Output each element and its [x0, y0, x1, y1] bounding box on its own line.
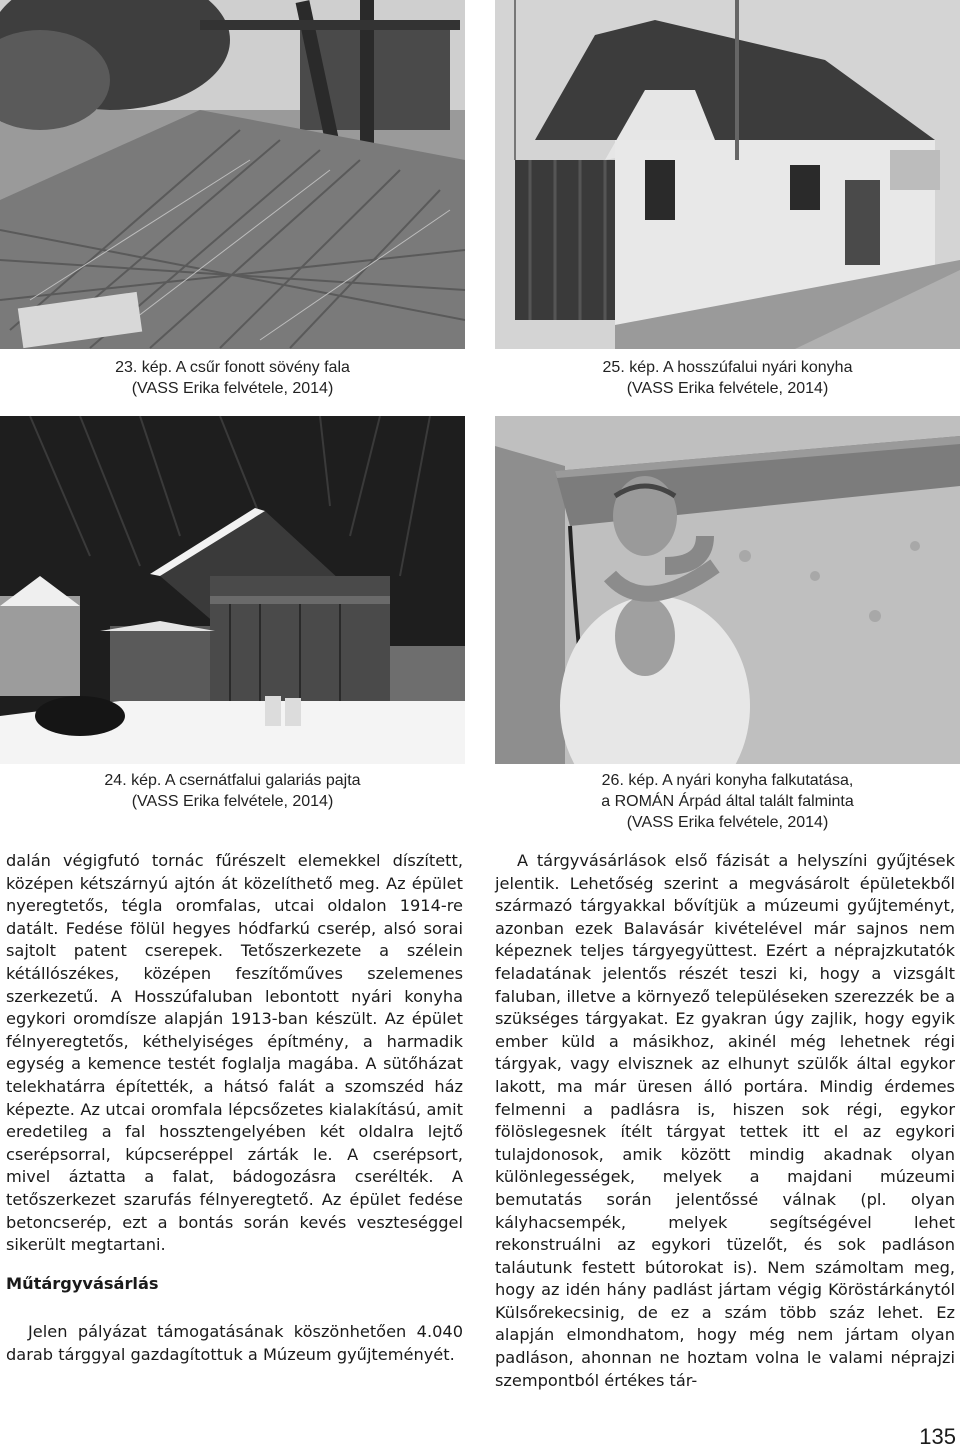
photo-23-woven-wattle-wall [0, 0, 465, 349]
body-paragraph: dalán végigfutó tornác fűrészelt elemekkel díszített, középen kétszárnyú ajtón át közelíthető meg. Az épület nyeregtetős, tégla oromfalas, utcai oldalon 1914-re datált. Fedése fölül hegyes hódfarkú cserép, alsó sorai sajtolt patent cserepek. Tetőszerkezete a szélein kétállószékes, középen feszítőműves szelemenes szerkezetű. A Hosszúfaluban lebontott nyári konyha egykori oromdísze alapján 1913-ban készült. Az épület félnyeregtetős, kéthelyiséges építmény, a harmadik egység a kemence testét foglalja magába. A sütőházat telekhatárra építették, a hátsó falát a szomszéd ház képezte. Az utcai oromfala lépcsőzetes kialakítású, amit eredetileg a fal hossztengelyében két oldalra lejtő cserépsorral, kúpcseréppel zárták le. A cserépsort, mivel áztatta a falat, bádogozásra cserélték. A tetőszerkezet szarufás félnyeregtető. Az épület fedése betoncserép, ezt a bontás során kevés veszteséggel sikerült megtartani. [6, 851, 463, 1255]
caption-title: 25. kép. A hosszúfalui nyári konyha [602, 359, 853, 376]
section-heading: Műtárgyvásárlás [6, 1273, 159, 1293]
caption-figure-24 [0, 770, 465, 812]
page-number: 135 [919, 1424, 956, 1449]
caption-credit: (VASS Erika felvétele, 2014) [626, 814, 829, 831]
photo-24-gallery-barn [0, 416, 465, 764]
caption-figure-25 [495, 357, 960, 399]
photo-26-wall-research [495, 416, 960, 764]
caption-title: 24. kép. A csernátfalui galariás pajta [104, 772, 361, 789]
caption-title: 23. kép. A csűr fonott sövény fala [115, 359, 350, 376]
body-paragraph: Jelen pályázat támogatásának köszönhetően 4.040 darab tárggyal gazdagítottuk a Múzeum gyűjteményét. [6, 1322, 463, 1364]
caption-figure-26 [495, 770, 960, 833]
caption-credit: (VASS Erika felvétele, 2014) [131, 380, 334, 397]
caption-credit: (VASS Erika felvétele, 2014) [626, 380, 829, 397]
photo-25-summer-kitchen [495, 0, 960, 349]
left-text-column [6, 850, 463, 1366]
caption-credit: (VASS Erika felvétele, 2014) [131, 793, 334, 810]
caption-subtitle: a ROMÁN Árpád által talált falminta [601, 793, 854, 810]
body-paragraph: A tárgyvásárlások első fázisát a helyszíni gyűjtések jelentik. Lehetőség szerint a megvásárolt épületekből származó tárgyakkal bővítjük a múzeumi gyűjteményt, azonban ezek Balavásár kivételével már sajnos nem képeznek teljes tárgyegyüttest. Ezért a néprajzkutatók feladatának jelentős részét teszi ki, hogy a vizsgált faluban, illetve a környező településeken szerezzék be a szükséges tárgyakat. Ez gyakran úgy zajlik, hogy egyik ember küld a másikhoz, akinél még lehetnek régi tárgyak, vagy elvisznek az elhunyt szülők által egykor lakott, ma már üresen álló portára. Mindig érdemes felmenni a padlásra is, hiszen sok régi, egykor fölöslegesnek ítélt tárgyat tettek itt el az egykori tulajdonosok, amik között mindig akadnak olyan különlegességek, melyek a majdani múzeumi bemutatás során jelentőssé válnak (pl. olyan kályhacsempék, melyek segítségével lehet rekonstruálni az egykori tüzelőt, és sok padláson taláutunk festett bútorokat is). Nem számoltam meg, hogy az idén hány padlást jártam végig Köröstárkánytól Külsőrekecsinig, de ez a szám több száz lehet. Ez alapján elmondhatom, hogy még nem jártam olyan padláson, ahonnan ne hoztam volna le valami néprajzi szempontból értékes tár- [495, 851, 955, 1390]
caption-figure-23 [0, 357, 465, 399]
caption-title: 26. kép. A nyári konyha falkutatása, [601, 772, 854, 789]
right-text-column [495, 850, 955, 1392]
